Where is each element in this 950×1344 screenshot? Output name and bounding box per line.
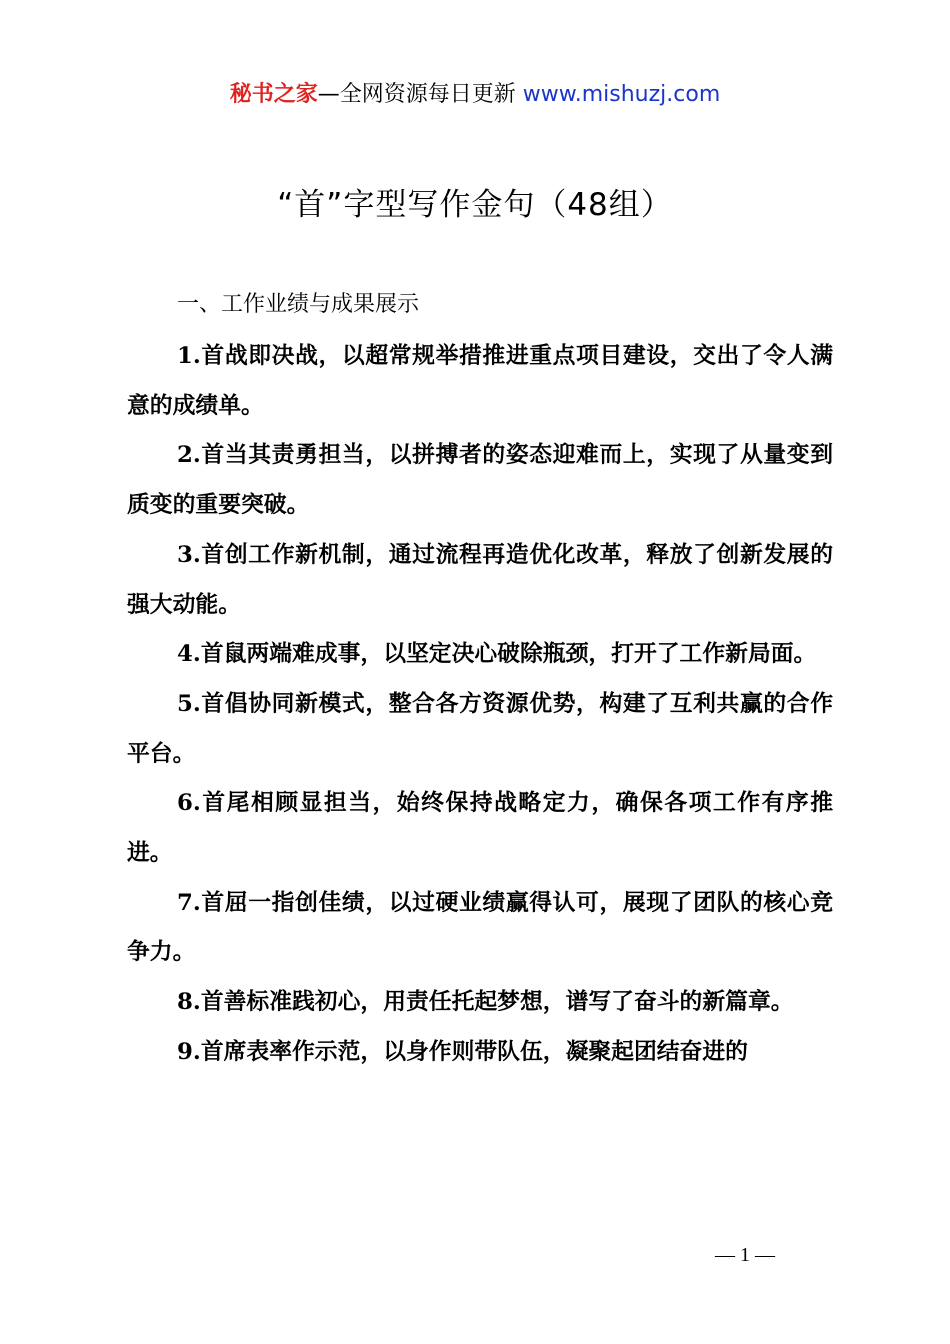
- list-item: [127, 978, 833, 1028]
- list-item: [127, 332, 833, 431]
- item-text: 首席表率作示范，以身作则带队伍，凝聚起团结奋进的: [200, 1038, 748, 1065]
- page-number: — 1 —: [715, 1244, 775, 1266]
- item-number: 3.: [177, 541, 201, 568]
- site-url-link[interactable]: www.mishuzj.com: [522, 82, 721, 107]
- list-item: [127, 779, 833, 878]
- list-item: [127, 879, 833, 978]
- site-tagline: —全网资源每日更新: [317, 82, 523, 107]
- item-list: [127, 332, 833, 1078]
- site-brand: 秘书之家: [229, 82, 318, 107]
- document-title: “首”字型写作金句（48组）: [277, 187, 673, 223]
- item-text: 首尾相顾显担当，始终保持战略定力，确保各项工作有序推进。: [127, 790, 833, 867]
- item-text: 首战即决战，以超常规举措推进重点项目建设，交出了令人满意的成绩单。: [127, 343, 833, 419]
- item-text: 首善标准践初心，用责任托起梦想，谱写了奋斗的新篇章。: [200, 989, 794, 1016]
- item-number: 9.: [177, 1038, 201, 1065]
- item-number: 1.: [177, 343, 201, 369]
- item-text: 首屈一指创佳绩，以过硬业绩赢得认可，展现了团队的核心竞争力。: [127, 889, 833, 966]
- item-number: 8.: [177, 989, 201, 1016]
- item-number: 4.: [177, 641, 201, 668]
- item-text: 首倡协同新模式，整合各方资源优势，构建了互利共赢的合作平台。: [127, 690, 833, 767]
- item-number: 5.: [177, 690, 201, 717]
- list-item: [127, 630, 833, 680]
- list-item: [127, 531, 833, 630]
- item-text: 首当其责勇担当，以拼搏者的姿态迎难而上，实现了从量变到质变的重要突破。: [127, 442, 833, 519]
- list-item: [127, 680, 833, 779]
- site-header: [0, 80, 950, 110]
- item-number: 7.: [177, 889, 201, 916]
- item-number: 6.: [177, 790, 201, 817]
- list-item: [127, 431, 833, 530]
- item-number: 2.: [177, 442, 201, 469]
- list-item: [127, 1028, 833, 1078]
- item-text: 首创工作新机制，通过流程再造优化改革，释放了创新发展的强大动能。: [127, 541, 833, 618]
- item-text: 首鼠两端难成事，以坚定决心破除瓶颈，打开了工作新局面。: [200, 641, 817, 668]
- section-heading: 一、工作业绩与成果展示: [177, 292, 420, 317]
